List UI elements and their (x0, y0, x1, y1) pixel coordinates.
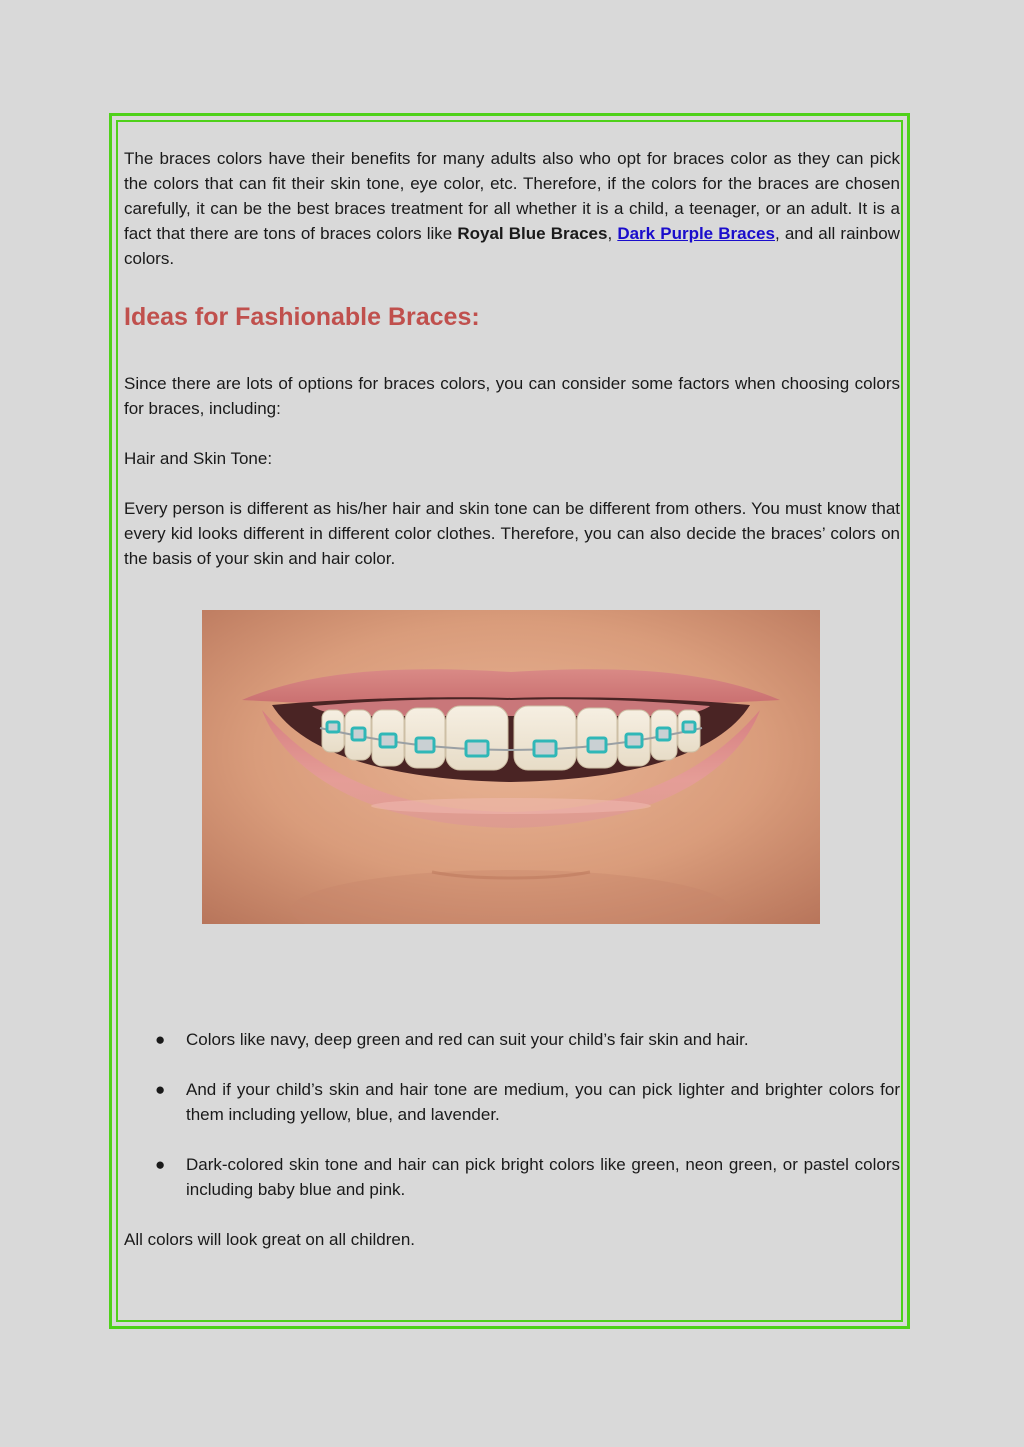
bullet-text: And if your child’s skin and hair tone are medium, you can pick lighter and brighter colors for them including yellow, blue, and lavender. (186, 1080, 900, 1124)
list-item (124, 1027, 900, 1052)
bullet-text: Colors like navy, deep green and red can suit your child’s fair skin and hair. (186, 1030, 749, 1049)
closing-paragraph: All colors will look great on all children. (124, 1230, 416, 1249)
list-item (124, 1152, 900, 1202)
dark-purple-braces-link[interactable]: Dark Purple Braces (617, 224, 775, 243)
section-heading: Ideas for Fashionable Braces: (124, 303, 480, 331)
bullet-icon: ● (155, 1080, 166, 1099)
since-paragraph: Since there are lots of options for braces colors, you can consider some factors when choosing colors for braces, including: (124, 374, 900, 418)
bullet-icon: ● (155, 1155, 166, 1174)
hair-skin-subheading: Hair and Skin Tone: (124, 449, 273, 468)
intro-text: The braces colors have their benefits for many adults also who opt for braces color as they can pick the colors that can fit their skin tone, eye color, etc. Therefore, if the colors for the braces are chosen carefully, it can be the best braces treatment for all whether it is a child, a teenager, or an adult. It is a fact that there are tons of braces colors like (124, 149, 900, 243)
intro-text-end: , and all rainbow colors. (124, 224, 900, 268)
bullet-text: Dark-colored skin tone and hair can pick bright colors like green, neon green, or pastel colors including baby blue and pink. (186, 1155, 900, 1199)
bullet-icon: ● (155, 1030, 166, 1049)
braces-smile-photo (202, 610, 820, 924)
every-person-paragraph: Every person is different as his/her hair and skin tone can be different from others. You must know that every kid looks different in different color clothes. Therefore, you can also decide the braces’ colors on the basis of your skin and hair color. (124, 499, 900, 568)
intro-paragraph (124, 146, 900, 271)
document-body (124, 146, 900, 571)
royal-blue-braces-term: Royal Blue Braces (457, 224, 608, 243)
bullet-list (124, 1027, 900, 1227)
list-item (124, 1077, 900, 1127)
intro-comma: , (607, 224, 613, 243)
